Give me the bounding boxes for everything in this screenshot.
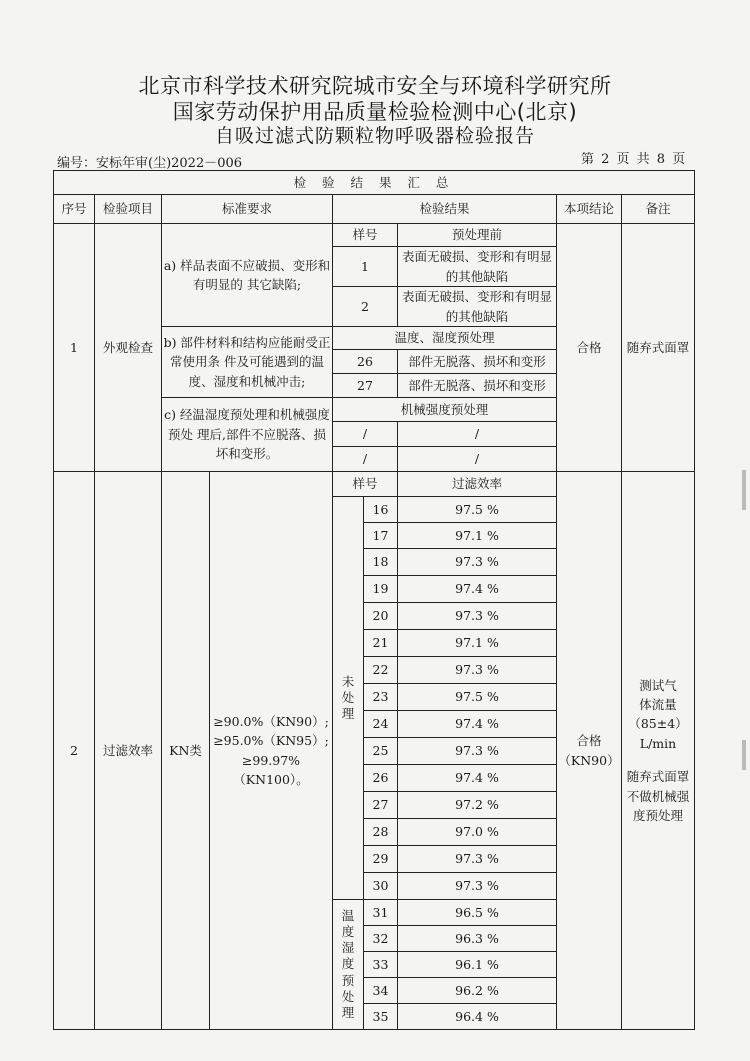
sample-no: 25 (364, 738, 398, 765)
remark-line: 度预处理 (633, 807, 684, 823)
remark-line: （85±4） (628, 716, 688, 732)
sample-no: 27 (364, 792, 398, 819)
efficiency-value: 97.5 % (398, 684, 557, 711)
scan-edge-mark (742, 740, 746, 770)
sample-no: 2 (333, 287, 398, 327)
summary-title: 检 验 结 果 汇 总 (54, 171, 695, 195)
filtration-requirement (210, 472, 333, 1030)
requirement-line: ≥95.0%（KN95）; (213, 733, 329, 749)
group-untreated-label: 未处理 (341, 673, 355, 722)
col-seq: 序号 (54, 195, 95, 224)
efficiency-value: 97.3 % (398, 738, 557, 765)
filtration-subheader-row (54, 472, 695, 497)
efficiency-value: 97.3 % (398, 657, 557, 684)
page-info: 第 2 页 共 8 页 (581, 152, 686, 167)
sample-no: 24 (364, 711, 398, 738)
efficiency-value: 96.2 % (398, 978, 557, 1004)
sample-no: / (333, 422, 398, 447)
sample-no: 26 (364, 765, 398, 792)
center-title: 国家劳动保护用品质量检验检测中心(北京) (172, 100, 578, 124)
mech-label: 机械强度预处理 (333, 398, 557, 422)
summary-row (54, 171, 695, 195)
sample-no: 20 (364, 603, 398, 630)
sample-label: 样号 (333, 224, 398, 247)
group-treated-label: 温度湿度预处理 (341, 907, 355, 1021)
efficiency-value: 97.1 % (398, 523, 557, 549)
remark-line: 随弃式面罩 (626, 769, 690, 785)
efficiency-value: 97.3 % (398, 549, 557, 576)
efficiency-value: 97.3 % (398, 603, 557, 630)
sample-no: 21 (364, 630, 398, 657)
efficiency-value: 97.4 % (398, 576, 557, 603)
sample-no: 16 (364, 497, 398, 523)
group-treated (333, 900, 364, 1030)
requirement-c: c) 经温湿度预处理和机械强度预处 理后,部件不应脱落、损坏和变形。 (162, 398, 333, 472)
conclusion-line: （KN90） (558, 752, 620, 768)
efficiency-value: 96.4 % (398, 1004, 557, 1030)
appearance-seq: 1 (54, 224, 95, 472)
sample-no: 22 (364, 657, 398, 684)
efficiency-value: 97.0 % (398, 819, 557, 846)
results-table (53, 170, 695, 1030)
remark-line: 体流量 (639, 697, 677, 713)
sample-no: 26 (333, 350, 398, 374)
efficiency-value: 97.1 % (398, 630, 557, 657)
remark-line: L/min (639, 735, 677, 751)
filtration-seq: 2 (54, 472, 95, 1030)
conclusion-line: 合格 (576, 733, 602, 749)
appearance-item: 外观检查 (95, 224, 162, 472)
sample-no: 33 (364, 952, 398, 978)
result-text: 表面无破损、变形和有明显的其他缺陷 (398, 287, 557, 327)
col-result: 检验结果 (333, 195, 557, 224)
sample-no: 19 (364, 576, 398, 603)
sample-no: 28 (364, 819, 398, 846)
efficiency-value: 97.5 % (398, 497, 557, 523)
appearance-conclusion: 合格 (557, 224, 622, 472)
result-text: / (398, 447, 557, 472)
sample-no: 32 (364, 926, 398, 952)
sample-no: 17 (364, 523, 398, 549)
efficiency-value: 96.1 % (398, 952, 557, 978)
remark-line: 测试气 (639, 677, 677, 693)
efficiency-value: 97.4 % (398, 765, 557, 792)
result-text: 部件无脱落、损坏和变形 (398, 374, 557, 398)
appearance-subheader-row (54, 224, 695, 247)
efficiency-value: 97.2 % (398, 792, 557, 819)
efficiency-value: 96.3 % (398, 926, 557, 952)
sample-no: 23 (364, 684, 398, 711)
requirement-line: ≥99.97%（KN100）。 (233, 752, 309, 787)
institute-title: 北京市科学技术研究院城市安全与环境科学研究所 (138, 74, 612, 98)
requirement-line: ≥90.0%（KN90）; (213, 713, 329, 729)
requirement-a: a) 样品表面不应破损、变形和有明显的 其它缺陷; (162, 224, 333, 327)
group-untreated (333, 497, 364, 900)
filtration-conclusion (557, 472, 622, 1030)
scan-edge-mark (742, 470, 746, 510)
sample-no: 18 (364, 549, 398, 576)
requirement-b: b) 部件材料和结构应能耐受正常使用条 件及可能遇到的温度、湿度和机械冲击; (162, 327, 333, 398)
sample-no: 30 (364, 873, 398, 900)
report-title: 自吸过滤式防颗粒物呼吸器检验报告 (214, 125, 535, 147)
sample-no: / (333, 447, 398, 472)
result-text: 部件无脱落、损坏和变形 (398, 350, 557, 374)
efficiency-value: 97.3 % (398, 873, 557, 900)
filtration-remark (622, 472, 695, 1030)
col-item: 检验项目 (95, 195, 162, 224)
sample-no: 29 (364, 846, 398, 873)
col-standard: 标准要求 (162, 195, 333, 224)
appearance-remark: 随弃式面罩 (622, 224, 695, 472)
filtration-item: 过滤效率 (95, 472, 162, 1030)
remark-line: 不做机械强 (626, 788, 690, 804)
result-text: / (398, 422, 557, 447)
efficiency-value: 96.5 % (398, 900, 557, 926)
efficiency-value: 97.3 % (398, 846, 557, 873)
header-row (54, 195, 695, 224)
sample-no: 31 (364, 900, 398, 926)
filtration-class: KN类 (162, 472, 210, 1030)
col-remark: 备注 (622, 195, 695, 224)
sample-no: 35 (364, 1004, 398, 1030)
col-conclusion: 本项结论 (557, 195, 622, 224)
sample-no: 27 (333, 374, 398, 398)
efficiency-value: 97.4 % (398, 711, 557, 738)
efficiency-label: 过滤效率 (398, 472, 557, 497)
report-number: 编号：安标年审(尘)2022－006 (57, 156, 243, 171)
remark-spacer (622, 753, 694, 767)
sample-label: 样号 (333, 472, 398, 497)
sample-no: 34 (364, 978, 398, 1004)
sample-no: 1 (333, 247, 398, 287)
result-text: 表面无破损、变形和有明显的其他缺陷 (398, 247, 557, 287)
temp-label: 温度、湿度预处理 (333, 327, 557, 350)
pre-label: 预处理前 (398, 224, 557, 247)
